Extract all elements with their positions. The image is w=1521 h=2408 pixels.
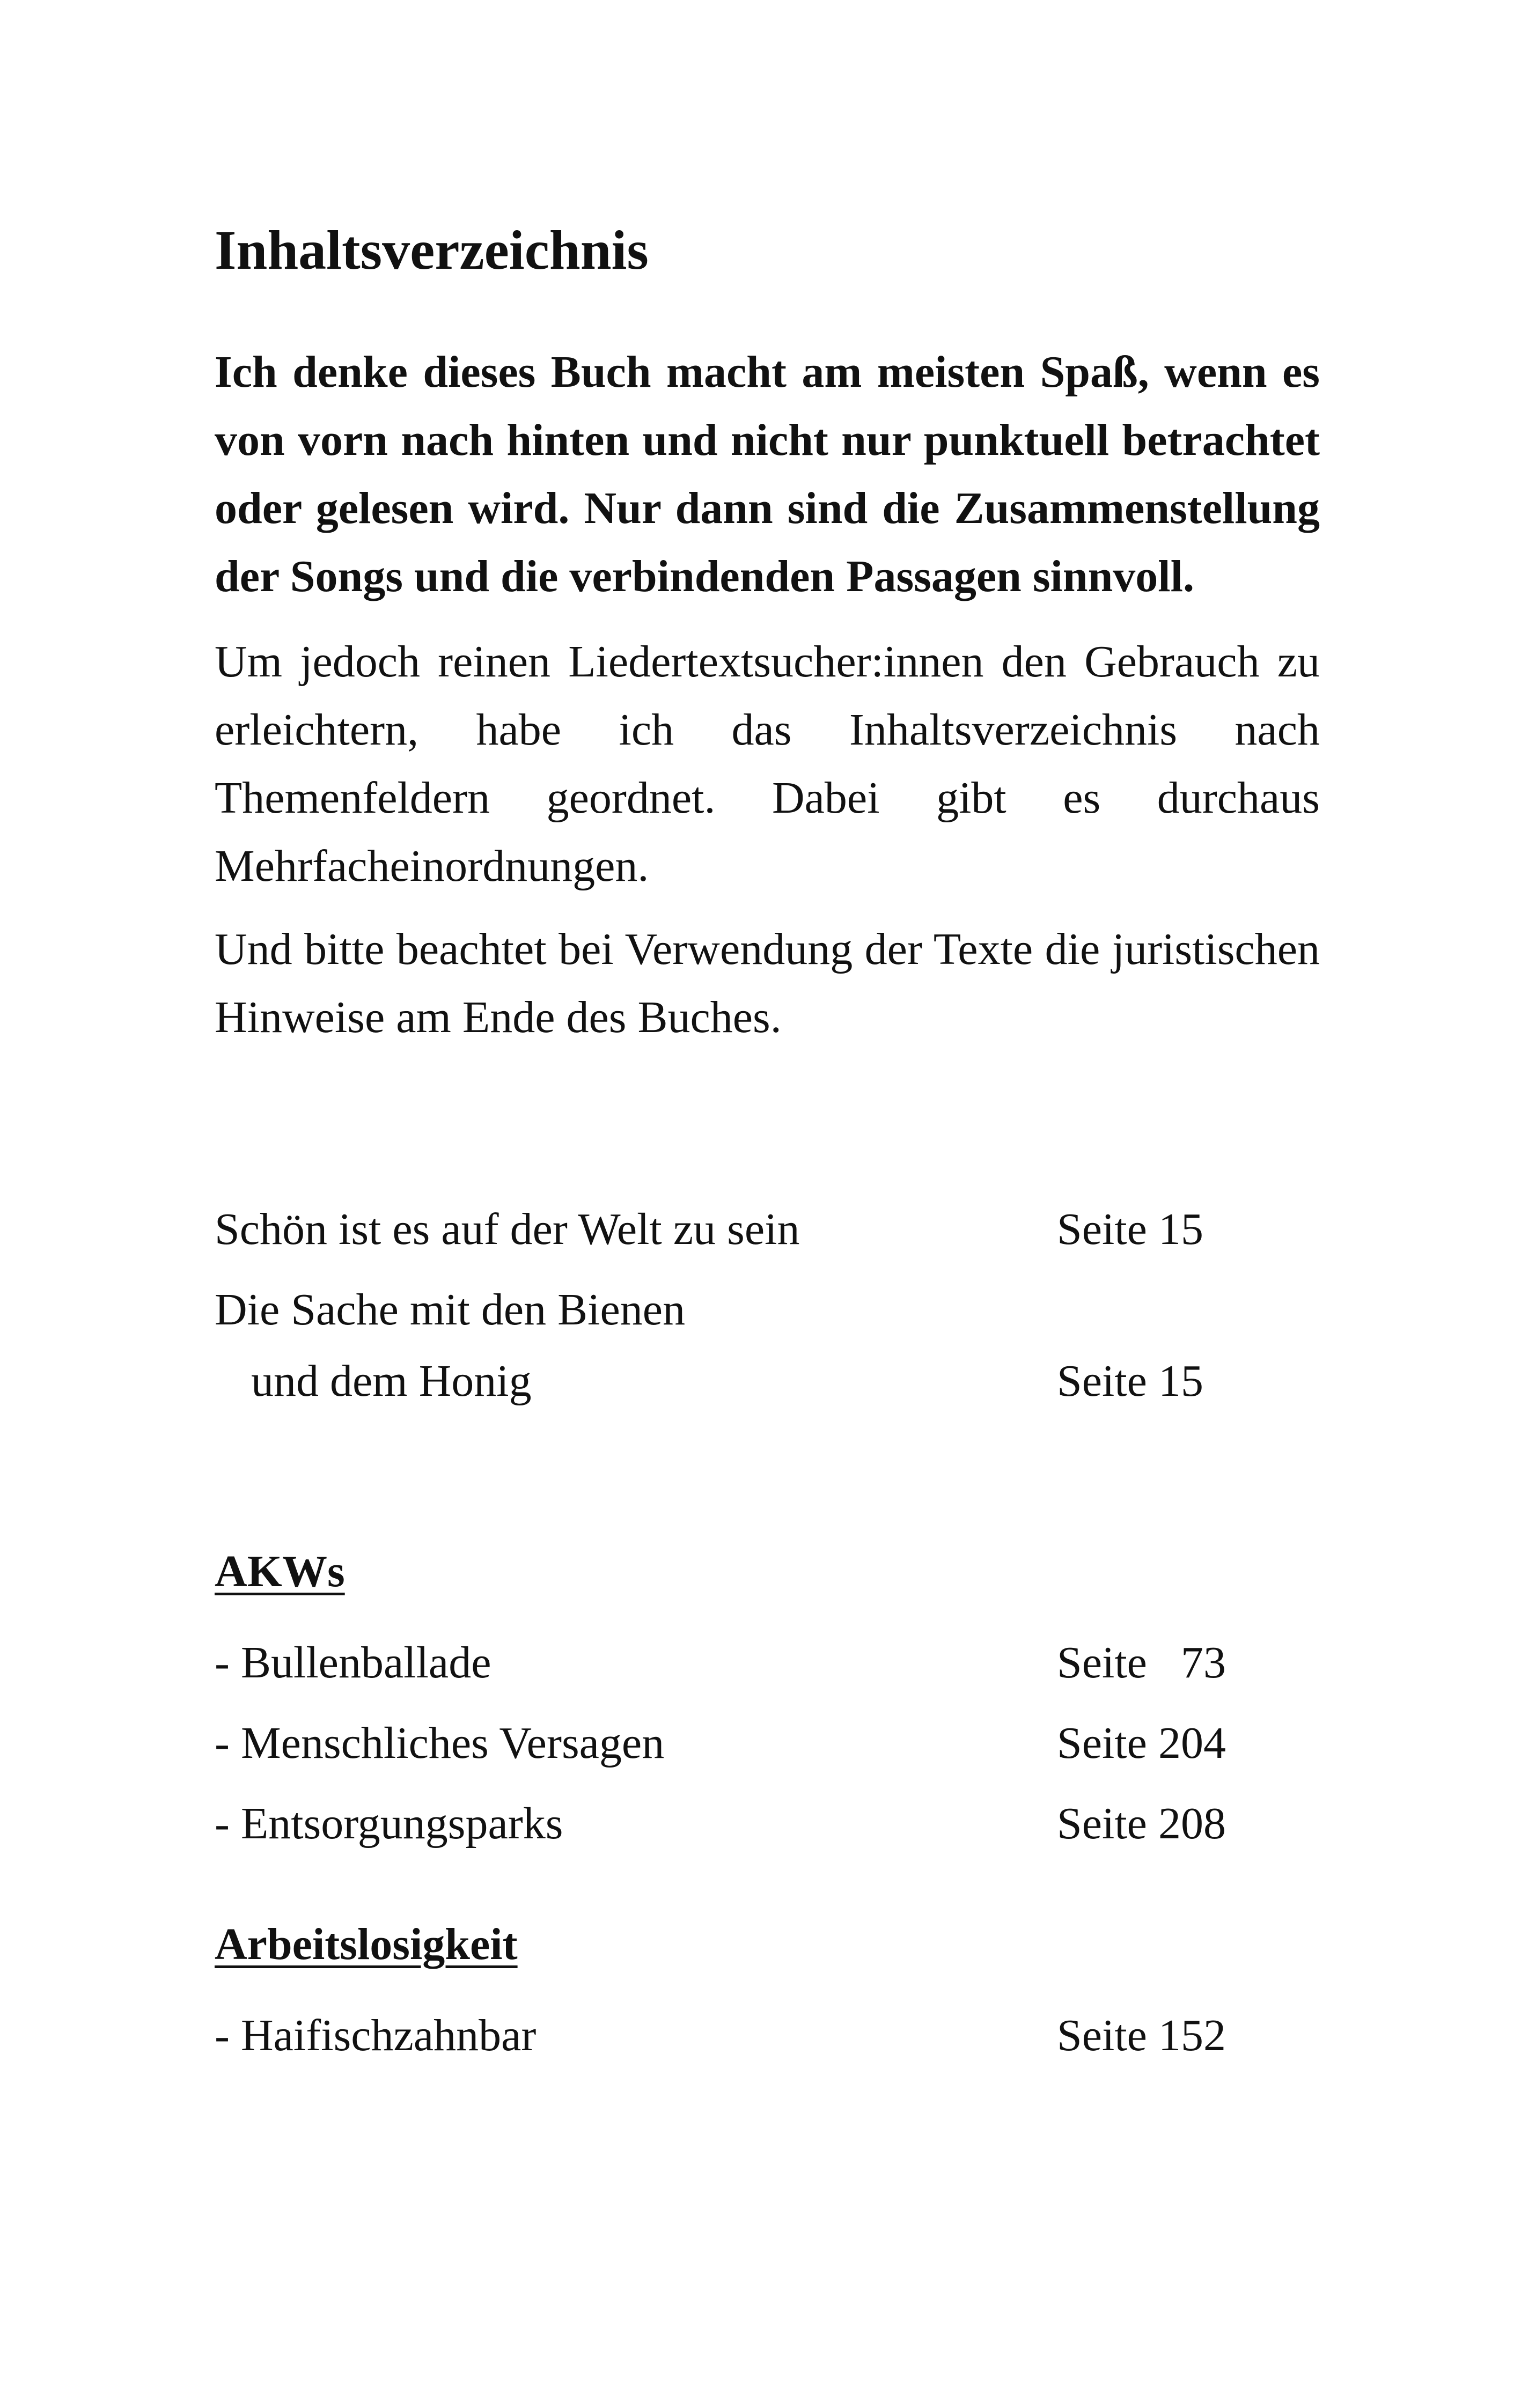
toc-entry[interactable] [215, 1788, 1320, 1868]
page-title: Inhaltsverzeichnis [215, 219, 649, 281]
intro-paragraph-3: Und bitte beachtet bei Verwendung der Texte die juristischen Hinweise am Ende des Buches. [215, 924, 1320, 1042]
toc-entry-title: - Entsorgungsparks [215, 1799, 563, 1849]
intro-text [215, 338, 1320, 1066]
intro-paragraph-2: Um jedoch reinen Liedertextsucher:innen den Gebrauch zu erleichtern, habe ich das Inhaltsverzeichnis nach Themenfeldern geordnet. Dabei gibt es durchaus Mehrfacheinordnungen. [215, 637, 1320, 891]
toc-entry[interactable] [215, 1707, 1320, 1788]
toc-entry[interactable] [215, 1274, 1320, 1426]
toc-entry-title: - Bullenballade [215, 1638, 491, 1688]
toc-entry[interactable] [215, 1194, 1320, 1274]
toc-entry-page: Seite 152 [1057, 2011, 1226, 2060]
toc-entry[interactable] [215, 2000, 1320, 2080]
toc-section-heading: AKWs [215, 1547, 345, 1596]
spacer [215, 1868, 1320, 1909]
toc-entry-title: Schön ist es auf der Welt zu sein [215, 1204, 800, 1254]
toc-entry-page: Seite 208 [1057, 1799, 1226, 1849]
toc-entry-title: - Menschliches Versagen [215, 1718, 665, 1768]
intro-bold-paragraph: Ich denke dieses Buch macht am meisten Spaß, wenn es von vorn nach hinten und nicht nur punktuell betrachtet oder gelesen wird. Nur dann sind die Zusammenstellung der Songs und die verbindenden Passagen sinnvoll. [215, 347, 1320, 601]
toc-entry-page: Seite 15 [1057, 1356, 1203, 1406]
toc-entry-page: Seite 73 [1057, 1638, 1226, 1688]
book-page [215, 0, 1320, 2408]
toc-entry-title: - Haifischzahnbar [215, 2011, 537, 2060]
toc-entry-title: Die Sache mit den Bienen und dem Honig [215, 1285, 686, 1406]
toc-entry-page: Seite 15 [1057, 1204, 1203, 1254]
toc-entry[interactable] [215, 1627, 1320, 1707]
spacer [215, 1426, 1320, 1536]
toc-entry-page: Seite 204 [1057, 1718, 1226, 1768]
toc-section-heading: Arbeitslosigkeit [215, 1919, 518, 1969]
table-of-contents [215, 1194, 1320, 2080]
